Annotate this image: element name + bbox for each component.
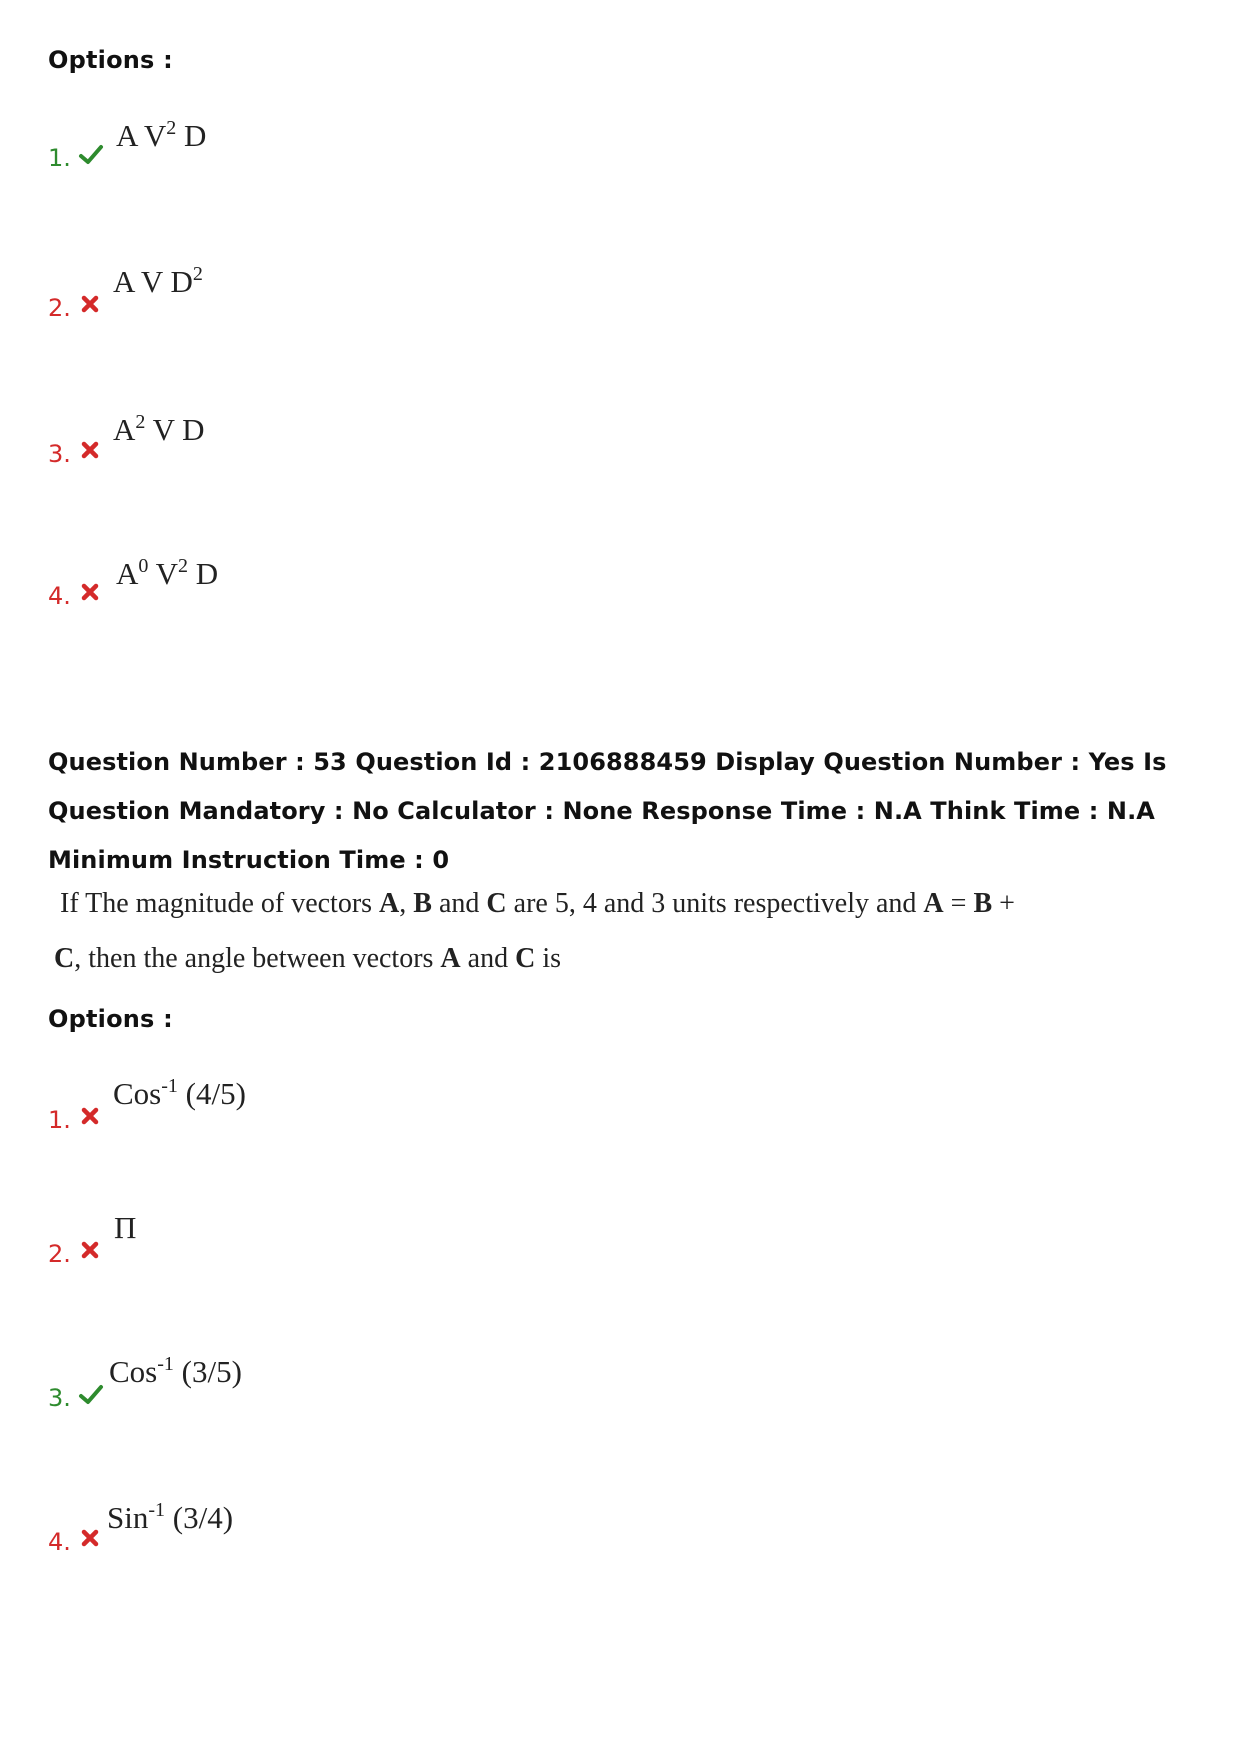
option-2-3 <box>48 1353 648 1420</box>
options-heading-1: Options : <box>48 46 173 74</box>
option-text: Π <box>114 1210 137 1245</box>
cross-icon <box>78 580 104 606</box>
cross-icon <box>78 1104 104 1130</box>
option-1-1 <box>48 117 648 180</box>
option-1-2 <box>48 263 648 328</box>
option-2-2 <box>48 1210 648 1278</box>
option-text: Sin$^{-1}$ (3/4) <box>107 1499 234 1535</box>
option-2-4 <box>48 1499 648 1568</box>
cross-icon <box>78 1238 104 1264</box>
option-text: A V $D^2$ <box>113 263 203 299</box>
option-text: Cos$^{-1}$ (3/5) <box>109 1353 242 1389</box>
option-number: 3. <box>48 1384 71 1412</box>
cross-icon <box>78 1526 104 1552</box>
cross-icon <box>78 438 104 464</box>
check-icon <box>78 1382 104 1408</box>
option-number: 2. <box>48 1240 71 1268</box>
option-text: $A^0$ $V^2$ D <box>116 555 219 591</box>
option-number: 4. <box>48 1528 71 1556</box>
option-text: A $V^2$ D <box>116 117 207 153</box>
question-meta: Question Number : 53 Question Id : 2106888459 Display Question Number : Yes Is Question Mandatory : No Calculator : None Response Time : N.A Think Time : N.A Minimum Instruction Time : 0 <box>48 748 1167 874</box>
question-text-line-2: C, then the angle between vectors A and C is <box>54 943 562 974</box>
option-text: $A^2$ V D <box>113 411 205 447</box>
option-1-4 <box>48 555 648 622</box>
option-number: 2. <box>48 294 71 322</box>
option-number: 3. <box>48 440 71 468</box>
options-heading-2: Options : <box>48 1005 173 1033</box>
option-2-1 <box>48 1075 648 1142</box>
check-icon <box>78 142 104 168</box>
option-number: 4. <box>48 582 71 610</box>
option-number: 1. <box>48 1106 71 1134</box>
option-text: Cos$^{-1}$ (4/5) <box>113 1075 246 1111</box>
cross-icon <box>78 292 104 318</box>
option-number: 1. <box>48 144 71 172</box>
question-text-line-1: If The magnitude of vectors A, B and C are 5, 4 and 3 units respectively and A = B + <box>60 888 1015 919</box>
option-1-3 <box>48 411 648 478</box>
